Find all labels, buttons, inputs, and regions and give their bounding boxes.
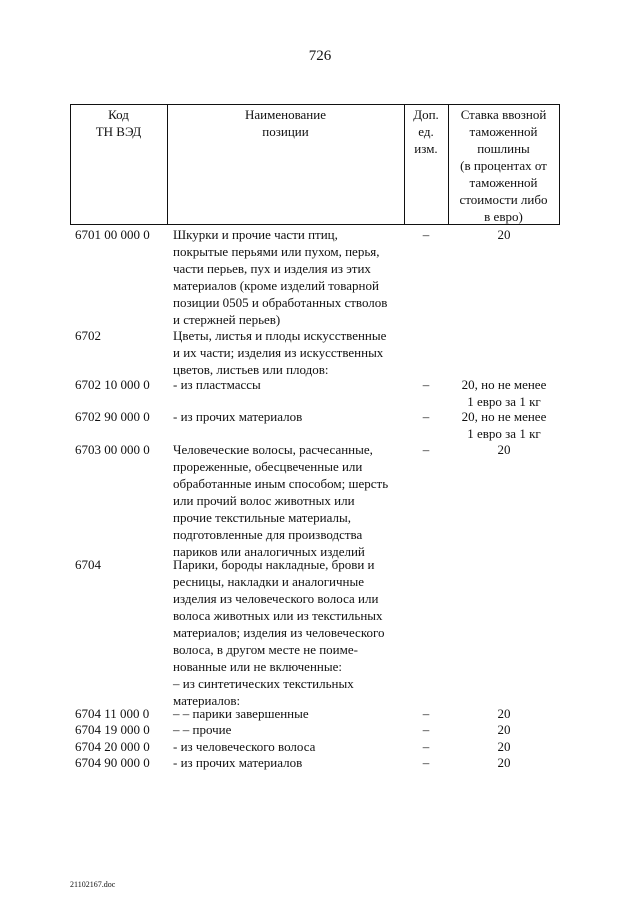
row-code: 6704 <box>75 557 101 572</box>
row-name: - из человеческого волоса <box>173 739 316 754</box>
row-unit: – <box>422 442 430 457</box>
row-unit: – <box>422 722 430 737</box>
row-unit: – <box>422 227 430 242</box>
row-rate: 20, но не менее 1 евро за 1 кг <box>461 377 547 409</box>
header-name: Наименование позиции <box>245 107 326 139</box>
footer-filename: 21102167.doc <box>70 880 116 889</box>
row-code: 6703 00 000 0 <box>75 442 150 457</box>
row-code: 6704 90 000 0 <box>75 755 150 770</box>
row-unit: – <box>422 739 430 754</box>
row-unit: – <box>422 755 430 770</box>
page-number: 726 <box>308 48 332 64</box>
row-rate: 20 <box>497 442 511 457</box>
row-name: - из прочих материалов <box>173 755 303 770</box>
table-top-rule <box>70 104 560 105</box>
row-code: 6702 10 000 0 <box>75 377 150 392</box>
header-rate: Ставка ввозной таможенной пошлины (в процентах от таможенной стоимости либо в евро) <box>459 107 548 224</box>
row-name: Человеческие волосы, расчесанные, прореженные, обесцвеченные или обработанные иным способом; шерсть или прочий волос животных или прочие текстильные материалы, подготовленные для производства париков или аналогичных изделий <box>173 442 389 559</box>
row-rate: 20 <box>497 722 511 737</box>
row-name: Шкурки и прочие части птиц, покрытые перьями или пухом, перья, части перьев, пух и изделия из этих материалов (кроме изделий товарной позиции 0505 и обработанных стволов и стержней перьев) <box>173 227 388 327</box>
row-unit: – <box>422 706 430 721</box>
row-name: - из пластмассы <box>173 377 261 392</box>
row-rate: 20 <box>497 739 511 754</box>
row-code: 6704 19 000 0 <box>75 722 150 737</box>
row-code: 6704 11 000 0 <box>75 706 150 721</box>
header-unit: Доп. ед. изм. <box>413 107 439 156</box>
row-rate: 20, но не менее 1 евро за 1 кг <box>461 409 547 441</box>
row-name: Цветы, листья и плоды искусственные и их части; изделия из искусственных цветов, листьев или плодов: <box>173 328 387 377</box>
row-rate: 20 <box>497 755 511 770</box>
row-code: 6702 <box>75 328 101 343</box>
row-rate: 20 <box>497 227 511 242</box>
table-border-right <box>559 104 560 224</box>
row-code: 6704 20 000 0 <box>75 739 150 754</box>
row-unit: – <box>422 409 430 424</box>
row-name: Парики, бороды накладные, брови и ресницы, накладки и аналогичные изделия из человеческого волоса или волоса животных или из текстильных материалов; изделия из человеческого волоса, в другом месте не поиме- нованные или не включенные: – из синтетических текстильных материалов: <box>173 557 385 708</box>
header-code: Код ТН ВЭД <box>95 107 142 139</box>
row-name: – – прочие <box>173 722 232 737</box>
row-code: 6702 90 000 0 <box>75 409 150 424</box>
row-name: – – парики завершенные <box>173 706 309 721</box>
row-code: 6701 00 000 0 <box>75 227 150 242</box>
row-rate: 20 <box>497 706 511 721</box>
row-name: - из прочих материалов <box>173 409 303 424</box>
row-unit: – <box>422 377 430 392</box>
